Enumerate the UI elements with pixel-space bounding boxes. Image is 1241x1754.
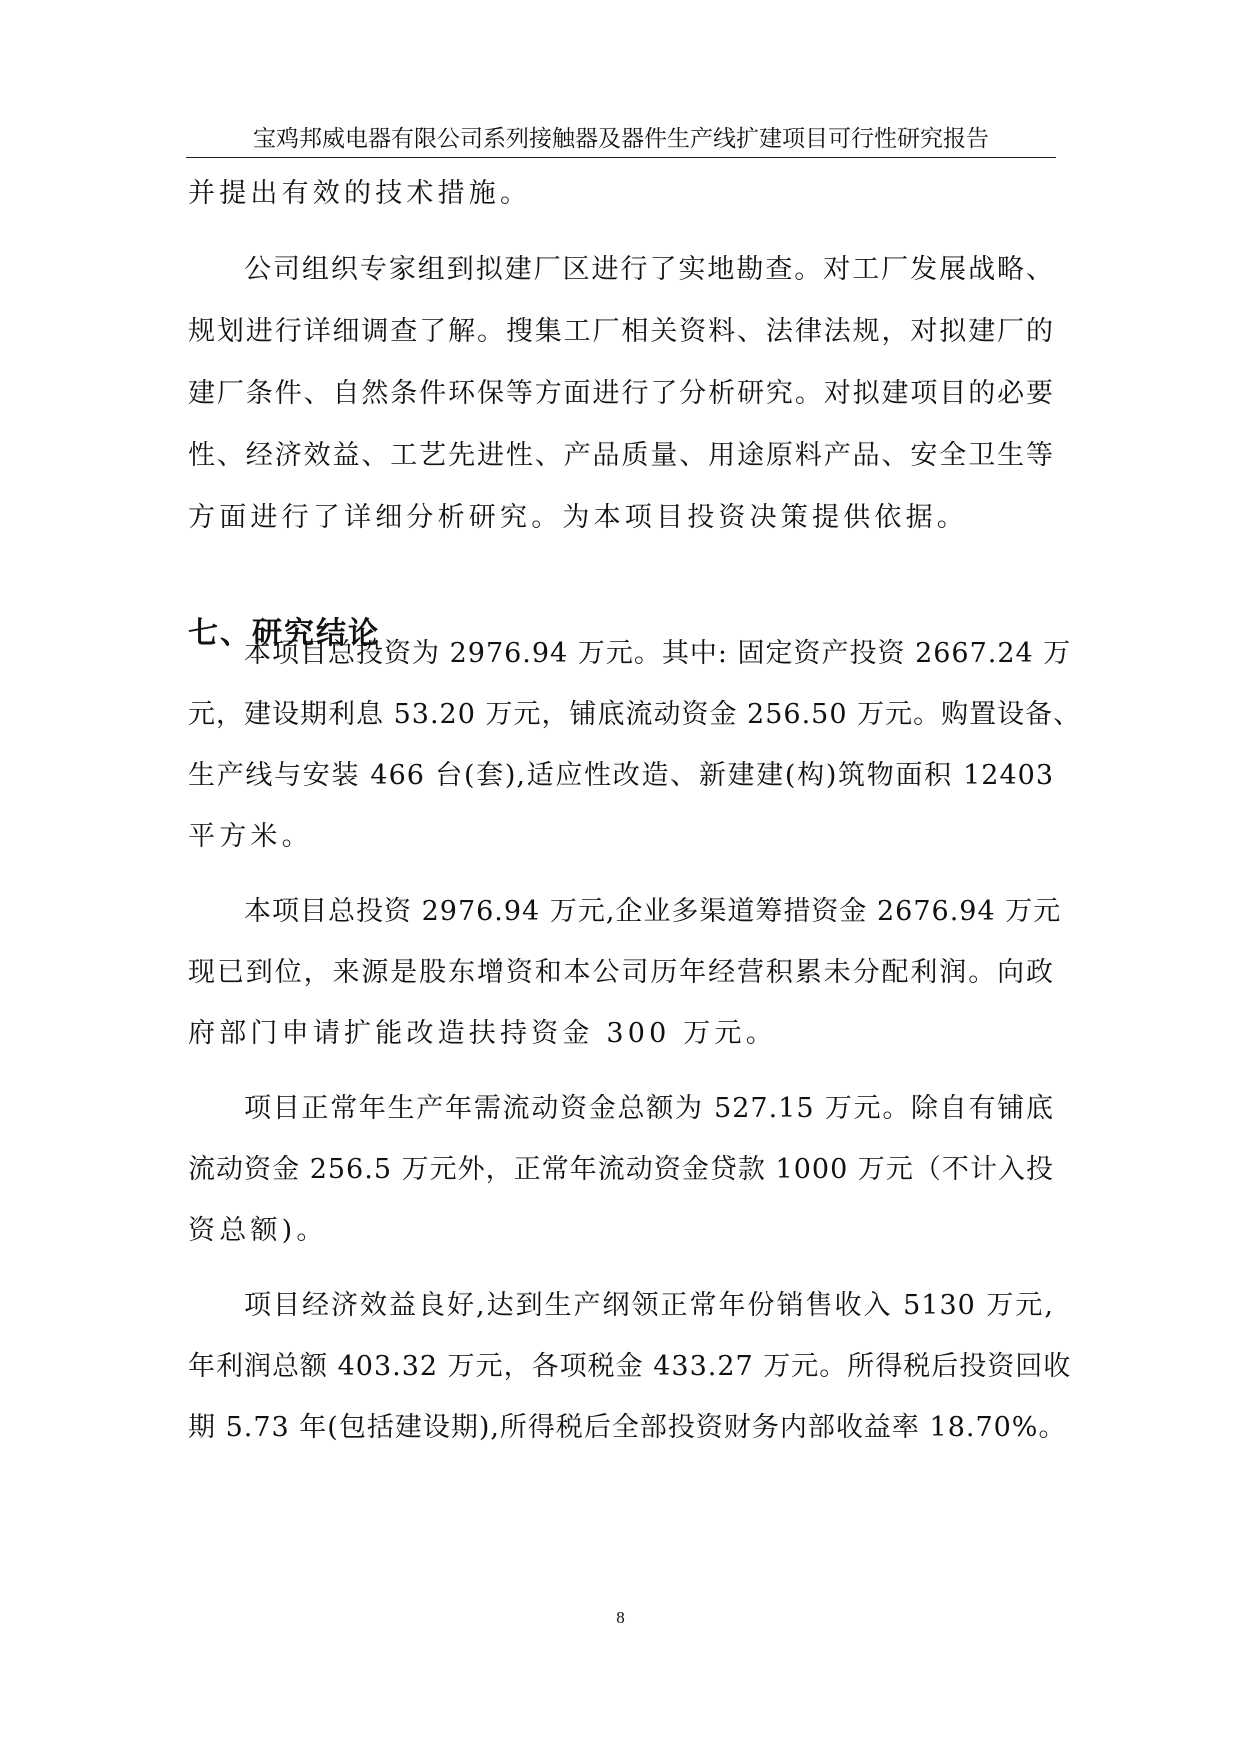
line-gap bbox=[188, 356, 1054, 370]
intro-block bbox=[188, 170, 1054, 542]
conclusion-p1-line: 元，建设期利息 53.20 万元，铺底流动资金 256.50 万元。购置设备、 bbox=[188, 699, 1082, 730]
line-gap bbox=[188, 1391, 1054, 1404]
intro-line: 并提出有效的技术措施。 bbox=[188, 178, 532, 209]
line-gap bbox=[188, 678, 1054, 691]
conclusion-p4-line: 年利润总额 403.32 万元，各项税金 433.27 万元。所得税后投资回收 bbox=[188, 1351, 1072, 1382]
page-number: 8 bbox=[616, 1608, 625, 1627]
intro-line: 公司组织专家组到拟建厂区进行了实地勘查。对工厂发展战略、 bbox=[244, 254, 1054, 285]
intro-line: 建厂条件、自然条件环保等方面进行了分析研究。对拟建项目的必要 bbox=[188, 378, 1054, 409]
paragraph-gap bbox=[188, 861, 1054, 888]
conclusion-p2-line: 府部门申请扩能改造扶持资金 300 万元。 bbox=[188, 1018, 777, 1049]
conclusion-p1-line: 平方米。 bbox=[188, 821, 313, 852]
conclusion-p3-line: 流动资金 256.5 万元外，正常年流动资金贷款 1000 万元（不计入投 bbox=[188, 1154, 1054, 1185]
paragraph-gap bbox=[188, 1255, 1054, 1282]
line-gap bbox=[188, 997, 1054, 1010]
section-heading: 七、研究结论 bbox=[188, 616, 380, 651]
intro-line: 方面进行了详细分析研究。为本项目投资决策提供依据。 bbox=[188, 502, 968, 533]
conclusion-p4-line: 期 5.73 年(包括建设期),所得税后全部投资财务内部收益率 18.70%。 bbox=[188, 1412, 1067, 1443]
line-gap bbox=[188, 480, 1054, 494]
line-gap bbox=[188, 1194, 1054, 1207]
line-gap bbox=[188, 294, 1054, 308]
line-gap bbox=[188, 1133, 1054, 1146]
conclusion-p1-line: 生产线与安装 466 台(套),适应性改造、新建建(构)筑物面积 12403 bbox=[188, 760, 1054, 791]
paragraph-gap bbox=[188, 1058, 1054, 1085]
line-gap bbox=[188, 800, 1054, 813]
line-gap bbox=[188, 418, 1054, 432]
running-header: 宝鸡邦威电器有限公司系列接触器及器件生产线扩建项目可行性研究报告 bbox=[253, 126, 989, 152]
paragraph-gap bbox=[188, 218, 1054, 246]
conclusion-p3-line: 资总额)。 bbox=[188, 1215, 328, 1246]
header-rule bbox=[186, 157, 1056, 158]
intro-line: 规划进行详细调查了解。搜集工厂相关资料、法律法规，对拟建厂的 bbox=[188, 316, 1054, 347]
conclusion-p1-line: 本项目总投资为 2976.94 万元。其中: 固定资产投资 2667.24 万 bbox=[244, 638, 1072, 669]
line-gap bbox=[188, 936, 1054, 949]
conclusion-p3-line: 项目正常年生产年需流动资金总额为 527.15 万元。除自有铺底 bbox=[244, 1093, 1054, 1124]
conclusion-p2-line: 本项目总投资 2976.94 万元,企业多渠道筹措资金 2676.94 万元 bbox=[244, 896, 1062, 927]
intro-line: 性、经济效益、工艺先进性、产品质量、用途原料产品、安全卫生等 bbox=[188, 440, 1054, 471]
conclusion-p4-line: 项目经济效益良好,达到生产纲领正常年份销售收入 5130 万元, bbox=[244, 1290, 1054, 1321]
conclusion-p2-line: 现已到位，来源是股东增资和本公司历年经营积累未分配利润。向政 bbox=[188, 957, 1054, 988]
conclusion-block bbox=[188, 630, 1082, 1452]
line-gap bbox=[188, 739, 1054, 752]
line-gap bbox=[188, 1330, 1054, 1343]
